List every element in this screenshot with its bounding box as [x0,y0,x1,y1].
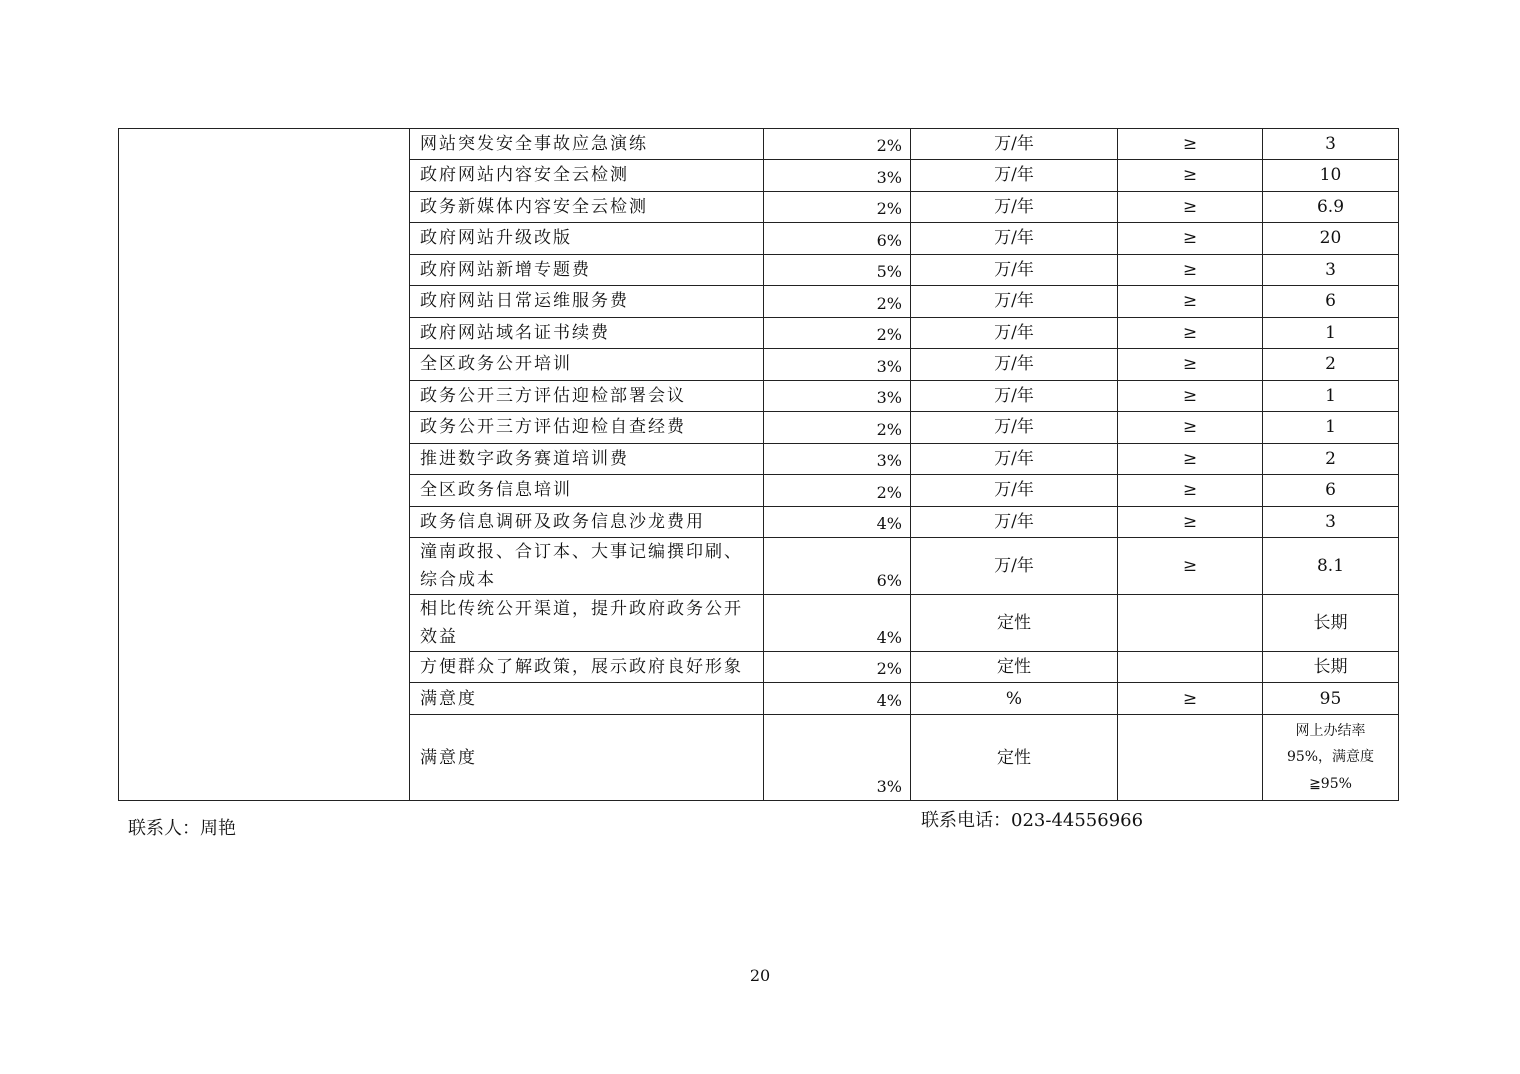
indicator-weight: 2% [764,129,911,160]
indicator-unit: 万/年 [911,507,1118,538]
indicator-name: 政府网站域名证书续费 [410,318,764,349]
indicator-unit: 万/年 [911,444,1118,475]
indicator-value-line: 95%，满意度 [1286,749,1375,766]
indicator-operator: ≥ [1118,160,1263,192]
indicator-value: 长期 [1263,652,1399,683]
indicator-operator [1118,595,1263,652]
indicator-value: 2 [1263,444,1399,475]
indicator-weight: 6% [764,538,911,595]
indicator-value: 8.1 [1263,538,1399,595]
performance-indicator-table [118,128,1399,801]
indicator-value: 3 [1263,129,1399,160]
indicator-unit: 万/年 [911,223,1118,255]
indicator-name: 满意度 [410,683,764,715]
indicator-operator: ≥ [1118,507,1263,538]
indicator-weight: 3% [764,444,911,475]
contact-person: 联系人：周艳 [128,818,236,839]
indicator-unit: 万/年 [911,255,1118,286]
contact-phone: 联系电话：023-44556966 [921,810,1144,831]
indicator-name: 方便群众了解政策，展示政府良好形象 [410,652,764,683]
indicator-weight: 4% [764,595,911,652]
indicator-unit: 万/年 [911,129,1118,160]
indicator-name-line: 相比传统公开渠道，提升政府政务公开 [420,599,743,620]
indicator-weight: 4% [764,683,911,715]
indicator-name: 政务公开三方评估迎检部署会议 [410,381,764,412]
table-row [119,129,1399,160]
indicator-operator: ≥ [1118,444,1263,475]
indicator-operator: ≥ [1118,349,1263,381]
indicator-operator: ≥ [1118,129,1263,160]
indicator-weight: 3% [764,160,911,192]
indicator-value-line: 网上办结率 [1295,722,1366,739]
indicator-name: 政府网站日常运维服务费 [410,286,764,318]
indicator-unit: 定性 [911,715,1118,801]
merged-category-cell [119,129,410,801]
indicator-operator [1118,715,1263,801]
indicator-operator: ≥ [1118,475,1263,507]
indicator-value-line: ≧95% [1309,775,1352,792]
indicator-unit: 万/年 [911,160,1118,192]
indicator-weight: 3% [764,349,911,381]
indicator-weight: 4% [764,507,911,538]
indicator-unit: 万/年 [911,381,1118,412]
indicator-name: 政府网站内容安全云检测 [410,160,764,192]
page-number: 20 [749,966,771,985]
indicator-name [410,595,764,652]
indicator-operator: ≥ [1118,538,1263,595]
indicator-unit: 万/年 [911,192,1118,223]
indicator-weight: 2% [764,652,911,683]
indicator-name: 政务公开三方评估迎检自查经费 [410,412,764,444]
indicator-operator: ≥ [1118,286,1263,318]
indicator-unit: % [911,683,1118,715]
indicator-name: 政府网站新增专题费 [410,255,764,286]
indicator-operator: ≥ [1118,381,1263,412]
indicator-unit: 万/年 [911,286,1118,318]
indicator-value: 1 [1263,412,1399,444]
indicator-weight: 2% [764,192,911,223]
indicator-operator: ≥ [1118,318,1263,349]
indicator-value: 1 [1263,318,1399,349]
indicator-unit: 万/年 [911,318,1118,349]
indicator-operator: ≥ [1118,683,1263,715]
indicator-operator: ≥ [1118,255,1263,286]
indicator-weight: 6% [764,223,911,255]
indicator-name-line: 综合成本 [420,570,496,591]
indicator-weight: 2% [764,412,911,444]
indicator-unit: 定性 [911,652,1118,683]
indicator-name-line: 潼南政报、合订本、大事记编撰印刷、 [420,542,743,562]
indicator-name: 全区政务信息培训 [410,475,764,507]
indicator-weight: 2% [764,475,911,507]
indicator-name: 全区政务公开培训 [410,349,764,381]
indicator-weight: 5% [764,255,911,286]
indicator-operator: ≥ [1118,192,1263,223]
indicator-name: 推进数字政务赛道培训费 [410,444,764,475]
indicator-value: 6 [1263,475,1399,507]
indicator-unit: 万/年 [911,412,1118,444]
indicator-value: 1 [1263,381,1399,412]
indicator-value: 长期 [1263,595,1399,652]
indicator-name: 政务信息调研及政务信息沙龙费用 [410,507,764,538]
indicator-value: 2 [1263,349,1399,381]
indicator-name: 政府网站升级改版 [410,223,764,255]
indicator-name-line: 效益 [420,627,458,648]
indicator-name: 政务新媒体内容安全云检测 [410,192,764,223]
indicator-name: 满意度 [410,715,764,801]
indicator-weight: 2% [764,318,911,349]
indicator-weight: 3% [764,381,911,412]
indicator-weight: 2% [764,286,911,318]
indicator-name [410,538,764,595]
indicator-value: 6.9 [1263,192,1399,223]
indicator-value: 6 [1263,286,1399,318]
indicator-value: 20 [1263,223,1399,255]
indicator-unit: 定性 [911,595,1118,652]
indicator-weight: 3% [764,715,911,801]
indicator-operator: ≥ [1118,412,1263,444]
indicator-unit: 万/年 [911,538,1118,595]
indicator-value: 3 [1263,255,1399,286]
indicator-value [1263,715,1399,801]
indicator-value: 3 [1263,507,1399,538]
indicator-unit: 万/年 [911,475,1118,507]
indicator-value: 10 [1263,160,1399,192]
indicator-value: 95 [1263,683,1399,715]
indicator-operator: ≥ [1118,223,1263,255]
indicator-name: 网站突发安全事故应急演练 [410,129,764,160]
indicator-unit: 万/年 [911,349,1118,381]
indicator-operator [1118,652,1263,683]
